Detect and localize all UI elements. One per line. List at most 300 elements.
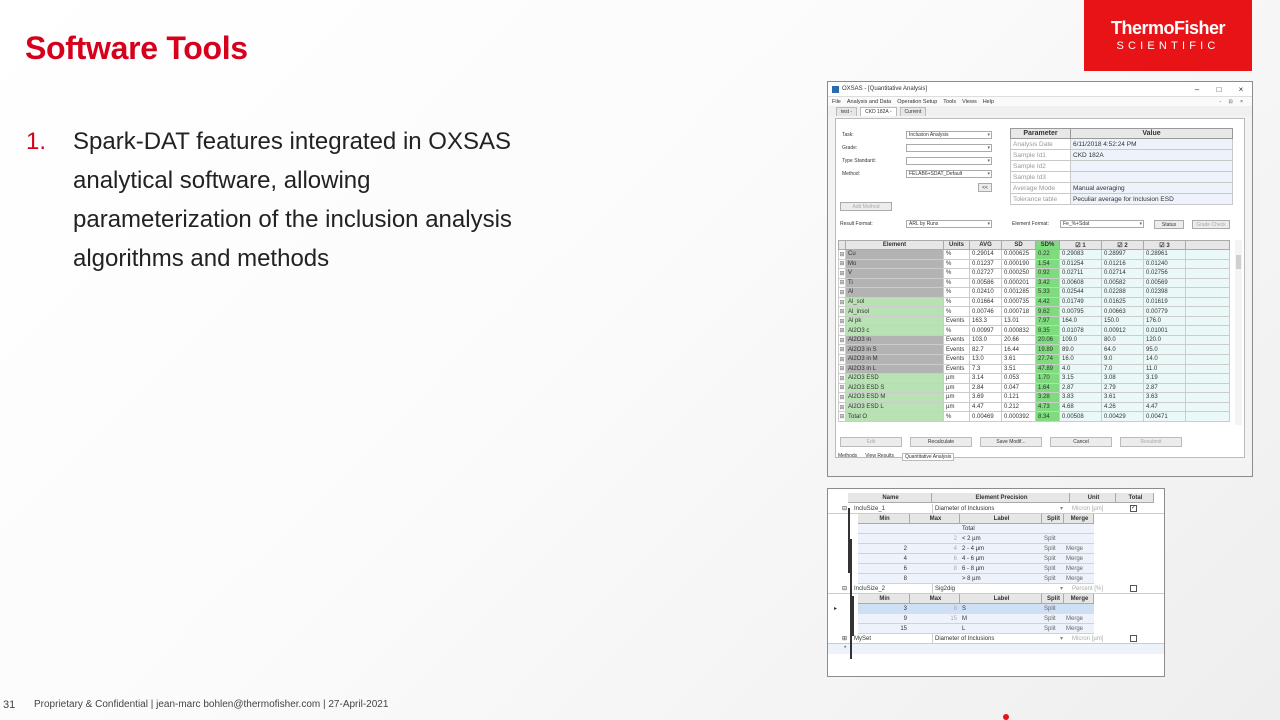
chevron-down-icon[interactable]: ▾ bbox=[1060, 636, 1064, 642]
expand-icon[interactable]: ⊞ bbox=[839, 383, 846, 393]
element-cell[interactable]: Ti bbox=[846, 278, 944, 288]
total-checkbox[interactable] bbox=[1128, 584, 1140, 594]
table-row[interactable] bbox=[839, 250, 1230, 260]
total-checkbox[interactable] bbox=[1128, 634, 1140, 644]
bin-row[interactable] bbox=[828, 564, 1165, 574]
bin-label[interactable]: 6 - 8 µm bbox=[960, 564, 1042, 574]
units-cell: % bbox=[944, 326, 970, 336]
run2-cell: 64.0 bbox=[1102, 345, 1144, 355]
split-button[interactable]: Split bbox=[1042, 614, 1064, 624]
table-row[interactable] bbox=[839, 259, 1230, 269]
sd-cell: 0.000201 bbox=[1002, 278, 1036, 288]
bin-min[interactable]: 9 bbox=[858, 614, 910, 624]
avg-cell: 0.29014 bbox=[970, 250, 1002, 260]
add-method-button[interactable]: Add Method bbox=[840, 202, 892, 211]
set-precision[interactable]: Diameter of Inclusions bbox=[932, 504, 1056, 514]
chevron-down-icon: ▾ bbox=[1139, 221, 1142, 227]
sd-cell: 0.000718 bbox=[1002, 307, 1036, 317]
edit-button[interactable]: Edit bbox=[840, 437, 902, 447]
units-cell: µm bbox=[944, 383, 970, 393]
precision-header-row bbox=[828, 493, 1165, 503]
bin-min[interactable]: 15 bbox=[858, 624, 910, 634]
grid-header-units[interactable]: Units bbox=[944, 241, 970, 250]
run2-label: 2 bbox=[1124, 242, 1128, 249]
units-cell: % bbox=[944, 412, 970, 422]
element-cell[interactable]: V bbox=[846, 269, 944, 279]
sd-percent-cell: 9.62 bbox=[1036, 307, 1060, 317]
param-value[interactable] bbox=[1071, 172, 1233, 183]
split-button[interactable]: Split bbox=[1042, 624, 1064, 634]
expand-icon[interactable]: ⊞ bbox=[839, 269, 846, 279]
sub-header-split: Split bbox=[1042, 514, 1064, 524]
bin-min[interactable]: 6 bbox=[858, 564, 910, 574]
chevron-down-icon: ▾ bbox=[987, 158, 990, 164]
type-standard-select[interactable] bbox=[906, 157, 992, 165]
grid-scrollbar[interactable] bbox=[1235, 240, 1242, 425]
expand-icon[interactable]: ⊞ bbox=[839, 335, 846, 345]
table-row[interactable] bbox=[839, 278, 1230, 288]
param-value[interactable]: CKD 182A bbox=[1071, 150, 1233, 161]
avg-cell: 0.01664 bbox=[970, 297, 1002, 307]
total-checkbox[interactable] bbox=[1128, 504, 1140, 514]
bin-label[interactable]: 2 - 4 µm bbox=[960, 544, 1042, 554]
tab-current[interactable]: Current bbox=[900, 107, 927, 116]
bin-label[interactable]: 4 - 6 µm bbox=[960, 554, 1042, 564]
element-cell[interactable]: Al pk bbox=[846, 316, 944, 326]
param-row[interactable] bbox=[1011, 150, 1233, 161]
menu-tools[interactable]: Tools bbox=[943, 98, 957, 105]
table-row[interactable] bbox=[839, 269, 1230, 279]
param-row[interactable] bbox=[1011, 161, 1233, 172]
expand-icon[interactable]: ⊞ bbox=[839, 316, 846, 326]
run1-cell: 3.15 bbox=[1060, 374, 1102, 384]
units-cell: % bbox=[944, 288, 970, 298]
grid-header-filler bbox=[1186, 241, 1230, 250]
bin-max[interactable]: 2 bbox=[910, 534, 960, 544]
element-cell[interactable]: Mo bbox=[846, 259, 944, 269]
bin-max[interactable]: 15 bbox=[910, 614, 960, 624]
run3-cell: 3.19 bbox=[1144, 374, 1186, 384]
avg-cell: 0.00586 bbox=[970, 278, 1002, 288]
table-row[interactable] bbox=[839, 326, 1230, 336]
bin-max[interactable]: 8 bbox=[910, 604, 960, 614]
filler-cell bbox=[1186, 374, 1230, 384]
param-value[interactable]: 6/11/2018 4:52:24 PM bbox=[1071, 139, 1233, 150]
element-format-label: Element Format: bbox=[1012, 221, 1049, 227]
set-name[interactable]: IncluSize_1 bbox=[854, 506, 886, 512]
precision-set-row[interactable] bbox=[828, 634, 1165, 644]
status-button[interactable]: Status bbox=[1154, 220, 1184, 229]
expand-icon[interactable]: ⊞ bbox=[839, 412, 846, 422]
expand-icon[interactable]: ⊞ bbox=[839, 402, 846, 412]
merge-button[interactable]: Merge bbox=[1064, 574, 1094, 584]
run3-cell: 14.0 bbox=[1144, 355, 1186, 365]
bin-min[interactable]: 8 bbox=[858, 574, 910, 584]
table-row[interactable] bbox=[839, 335, 1230, 345]
run3-cell: 0.00471 bbox=[1144, 412, 1186, 422]
table-row[interactable] bbox=[839, 383, 1230, 393]
new-row[interactable] bbox=[828, 644, 1165, 654]
element-cell[interactable]: Al2O3 c bbox=[846, 326, 944, 336]
units-cell: % bbox=[944, 278, 970, 288]
table-row[interactable] bbox=[839, 402, 1230, 412]
sd-cell: 0.001285 bbox=[1002, 288, 1036, 298]
run1-cell: 2.87 bbox=[1060, 383, 1102, 393]
expand-icon[interactable]: ⊞ bbox=[839, 374, 846, 384]
tab-ckd-182a[interactable]: CKD 182A - bbox=[860, 107, 896, 116]
bullet-text: Spark-DAT features integrated in OXSAS analytical software, allowing parameterization of the inclusion analysis algorithms and methods bbox=[73, 128, 512, 272]
set-name[interactable]: MySet bbox=[854, 636, 872, 642]
sd-cell: 3.61 bbox=[1002, 355, 1036, 365]
bin-row[interactable] bbox=[828, 614, 1165, 624]
table-row[interactable] bbox=[839, 316, 1230, 326]
precision-set-row[interactable] bbox=[828, 504, 1165, 514]
header-element-precision[interactable]: Element Precision bbox=[932, 493, 1070, 503]
grid-header-run3[interactable]: ☑ 3 bbox=[1144, 241, 1186, 250]
sub-header-label: Label bbox=[960, 514, 1042, 524]
collapse-icon[interactable]: ⊟ bbox=[842, 506, 848, 512]
sd-cell: 3.51 bbox=[1002, 364, 1036, 374]
grid-header-run2[interactable]: ☑ 2 bbox=[1102, 241, 1144, 250]
expand-icon[interactable]: ⊞ bbox=[839, 250, 846, 260]
footer-text: Proprietary & Confidential | jean-marc bohlen@thermofisher.com | 27-April-2021 bbox=[34, 699, 389, 710]
expand-icon[interactable]: ⊞ bbox=[839, 393, 846, 403]
bin-row[interactable] bbox=[828, 524, 1165, 534]
bin-row[interactable] bbox=[828, 554, 1165, 564]
expand-icon[interactable]: ⊞ bbox=[839, 278, 846, 288]
maximize-icon[interactable]: □ bbox=[1216, 84, 1222, 94]
bin-min[interactable]: 4 bbox=[858, 554, 910, 564]
element-cell[interactable]: Al bbox=[846, 288, 944, 298]
grid-header-avg[interactable]: AVG bbox=[970, 241, 1002, 250]
run2-cell: 0.01216 bbox=[1102, 259, 1144, 269]
units-cell: Events bbox=[944, 335, 970, 345]
element-format-value: Fe_%+Sdat bbox=[1063, 221, 1090, 227]
bin-max[interactable]: 6 bbox=[910, 554, 960, 564]
collapse-icon[interactable]: ⊞ bbox=[842, 636, 848, 642]
bin-min[interactable]: 3 bbox=[858, 604, 910, 614]
bin-max[interactable] bbox=[910, 574, 960, 584]
run1-cell: 0.02544 bbox=[1060, 288, 1102, 298]
bin-max[interactable]: 8 bbox=[910, 564, 960, 574]
set-unit[interactable]: Percent [%] bbox=[1072, 586, 1104, 592]
menu-analysis-data[interactable]: Analysis and Data bbox=[846, 98, 892, 105]
checkbox-icon bbox=[1130, 635, 1137, 642]
run1-cell: 0.01749 bbox=[1060, 297, 1102, 307]
avg-cell: 13.0 bbox=[970, 355, 1002, 365]
element-cell[interactable]: Al2O3 ESD L bbox=[846, 402, 944, 412]
mdi-window-controls[interactable]: - ⊡ × bbox=[1219, 98, 1246, 105]
element-cell[interactable]: Al2O3 in M bbox=[846, 355, 944, 365]
bin-row[interactable] bbox=[828, 574, 1165, 584]
grade-select[interactable] bbox=[906, 144, 992, 152]
expand-icon[interactable]: ⊞ bbox=[839, 297, 846, 307]
bin-label[interactable]: Total bbox=[960, 524, 1042, 534]
run2-cell: 7.0 bbox=[1102, 364, 1144, 374]
resubmit-button[interactable]: Resubmit bbox=[1120, 437, 1182, 447]
param-name: Tolerance table bbox=[1011, 194, 1071, 205]
grade-label: Grade: bbox=[842, 145, 858, 151]
sd-percent-cell: 8.35 bbox=[1036, 326, 1060, 336]
run1-cell: 0.00608 bbox=[1060, 278, 1102, 288]
grid-header-element[interactable]: Element bbox=[846, 241, 944, 250]
sd-percent-cell: 4.42 bbox=[1036, 297, 1060, 307]
precision-set-row[interactable] bbox=[828, 584, 1165, 594]
bin-min[interactable] bbox=[858, 534, 910, 544]
table-row[interactable] bbox=[839, 393, 1230, 403]
param-row[interactable] bbox=[1011, 172, 1233, 183]
split-button[interactable] bbox=[1042, 524, 1064, 534]
run1-cell: 109.0 bbox=[1060, 335, 1102, 345]
chevron-down-icon: ▾ bbox=[987, 145, 990, 151]
logo-line1: ThermoFisher bbox=[1110, 18, 1226, 38]
avg-cell: 0.01237 bbox=[970, 259, 1002, 269]
collapse-button[interactable]: << bbox=[978, 183, 992, 192]
param-row[interactable] bbox=[1011, 194, 1233, 205]
page-number: 31 bbox=[3, 699, 16, 711]
units-cell: % bbox=[944, 269, 970, 279]
bin-min[interactable] bbox=[858, 524, 910, 534]
param-row[interactable] bbox=[1011, 183, 1233, 194]
filler-cell bbox=[1186, 364, 1230, 374]
minimize-icon[interactable]: – bbox=[1194, 84, 1200, 94]
units-cell: Events bbox=[944, 355, 970, 365]
units-cell: Events bbox=[944, 345, 970, 355]
merge-button[interactable] bbox=[1064, 534, 1094, 544]
action-buttons bbox=[840, 437, 1182, 449]
param-value[interactable] bbox=[1071, 161, 1233, 172]
expand-icon[interactable]: ⊞ bbox=[839, 364, 846, 374]
window-title: OXSAS - [Quantitative Analysis] bbox=[842, 86, 928, 92]
set-name[interactable]: IncluSize_2 bbox=[854, 586, 886, 592]
split-button[interactable]: Split bbox=[1042, 554, 1064, 564]
run3-cell: 0.02756 bbox=[1144, 269, 1186, 279]
run1-cell: 16.0 bbox=[1060, 355, 1102, 365]
grade-check-button[interactable]: Grade Check bbox=[1192, 220, 1230, 229]
split-button[interactable]: Split bbox=[1042, 534, 1064, 544]
run2-cell: 3.08 bbox=[1102, 374, 1144, 384]
table-row[interactable] bbox=[839, 297, 1230, 307]
recalculate-button[interactable]: Recalculate bbox=[910, 437, 972, 447]
scroll-thumb[interactable] bbox=[1236, 255, 1241, 269]
element-cell[interactable]: Al2O3 in L bbox=[846, 364, 944, 374]
element-format-select[interactable] bbox=[1060, 220, 1144, 228]
element-cell[interactable]: Al2O3 in bbox=[846, 335, 944, 345]
bin-row[interactable] bbox=[828, 604, 1165, 614]
bin-row[interactable] bbox=[828, 544, 1165, 554]
thermofisher-logo bbox=[1084, 0, 1252, 71]
chevron-down-icon: ▾ bbox=[987, 171, 990, 177]
split-button[interactable]: Split bbox=[1042, 574, 1064, 584]
element-cell[interactable]: Al2O3 ESD S bbox=[846, 383, 944, 393]
sd-percent-cell: 0.22 bbox=[1036, 250, 1060, 260]
task-value: Inclusion Analysis bbox=[909, 132, 949, 138]
element-cell[interactable]: Al2O3 in S bbox=[846, 345, 944, 355]
results-grid bbox=[838, 240, 1230, 422]
bin-max[interactable] bbox=[910, 524, 960, 534]
tab-methods[interactable]: Methods bbox=[838, 453, 858, 459]
menu-views[interactable]: Views bbox=[962, 98, 977, 105]
menu-bar bbox=[828, 97, 1252, 106]
param-value[interactable]: Peculiar average for Inclusion ESD bbox=[1071, 194, 1233, 205]
sub-header-row bbox=[828, 594, 1165, 604]
param-row[interactable] bbox=[1011, 139, 1233, 150]
method-value: FELAB6+SDAT_Default bbox=[909, 171, 963, 177]
expand-icon[interactable]: ⊞ bbox=[839, 326, 846, 336]
bin-label[interactable]: M bbox=[960, 614, 1042, 624]
document-tabs bbox=[828, 106, 1252, 116]
bin-row[interactable] bbox=[828, 624, 1165, 634]
grid-header-sd[interactable]: SD bbox=[1002, 241, 1036, 250]
checkbox-icon: ✓ bbox=[1131, 504, 1137, 511]
filler-cell bbox=[1186, 250, 1230, 260]
method-select[interactable] bbox=[906, 170, 992, 178]
menu-file[interactable]: File bbox=[832, 98, 841, 105]
bin-max[interactable]: 4 bbox=[910, 544, 960, 554]
expand-icon[interactable]: ⊞ bbox=[839, 288, 846, 298]
element-cell[interactable]: Al2O3 ESD M bbox=[846, 393, 944, 403]
sd-percent-cell: 5.33 bbox=[1036, 288, 1060, 298]
sd-cell: 0.212 bbox=[1002, 402, 1036, 412]
grid-header-sd-percent[interactable]: SD% bbox=[1036, 241, 1060, 250]
element-cell[interactable]: Al_sol bbox=[846, 297, 944, 307]
table-row[interactable] bbox=[839, 345, 1230, 355]
header-name[interactable]: Name bbox=[848, 493, 932, 503]
merge-button[interactable]: Merge bbox=[1064, 544, 1094, 554]
set-unit[interactable]: Micron [µm] bbox=[1072, 636, 1104, 642]
filler-cell bbox=[1186, 307, 1230, 317]
filler-cell bbox=[1186, 316, 1230, 326]
bin-max[interactable] bbox=[910, 624, 960, 634]
expand-icon[interactable]: ⊞ bbox=[839, 307, 846, 317]
expand-icon[interactable]: ⊞ bbox=[839, 259, 846, 269]
avg-cell: 82.7 bbox=[970, 345, 1002, 355]
param-value[interactable]: Manual averaging bbox=[1071, 183, 1233, 194]
merge-button[interactable]: Merge bbox=[1064, 564, 1094, 574]
run3-cell: 3.63 bbox=[1144, 393, 1186, 403]
element-cell[interactable]: Total O bbox=[846, 412, 944, 422]
bin-min[interactable]: 2 bbox=[858, 544, 910, 554]
filler-cell bbox=[1186, 278, 1230, 288]
table-row[interactable] bbox=[839, 307, 1230, 317]
result-format-select[interactable] bbox=[906, 220, 992, 228]
tab-test[interactable]: test - bbox=[836, 107, 857, 116]
filler-cell bbox=[1186, 288, 1230, 298]
merge-button[interactable]: Merge bbox=[1064, 624, 1094, 634]
chevron-down-icon: ▾ bbox=[987, 132, 990, 138]
units-cell: % bbox=[944, 307, 970, 317]
run1-cell: 89.0 bbox=[1060, 345, 1102, 355]
filler-cell bbox=[1186, 402, 1230, 412]
split-button[interactable]: Split bbox=[1042, 544, 1064, 554]
run1-cell: 0.01078 bbox=[1060, 326, 1102, 336]
run2-cell: 80.0 bbox=[1102, 335, 1144, 345]
expand-icon[interactable]: ⊞ bbox=[839, 345, 846, 355]
filler-cell bbox=[1186, 326, 1230, 336]
run1-cell: 4.68 bbox=[1060, 402, 1102, 412]
split-button[interactable]: Split bbox=[1042, 564, 1064, 574]
header-total[interactable]: Total bbox=[1116, 493, 1154, 503]
run1-cell: 164.0 bbox=[1060, 316, 1102, 326]
merge-button[interactable] bbox=[1064, 524, 1094, 534]
avg-cell: 163.3 bbox=[970, 316, 1002, 326]
element-cell[interactable]: Al2O3 ESD bbox=[846, 374, 944, 384]
collapse-icon[interactable]: ⊟ bbox=[842, 586, 848, 592]
header-unit[interactable]: Unit bbox=[1070, 493, 1116, 503]
table-row[interactable] bbox=[839, 374, 1230, 384]
save-modif-button[interactable]: Save Modif... bbox=[980, 437, 1042, 447]
sd-cell: 0.053 bbox=[1002, 374, 1036, 384]
run3-cell: 2.87 bbox=[1144, 383, 1186, 393]
sd-percent-cell: 27.74 bbox=[1036, 355, 1060, 365]
merge-button[interactable] bbox=[1064, 604, 1094, 614]
grid-header-run1[interactable]: ☑ 1 bbox=[1060, 241, 1102, 250]
bin-row[interactable] bbox=[828, 534, 1165, 544]
element-cell[interactable]: Al_insol bbox=[846, 307, 944, 317]
set-precision[interactable]: Sig2dig bbox=[932, 584, 1056, 594]
table-row[interactable] bbox=[839, 412, 1230, 422]
set-precision[interactable]: Diameter of Inclusions bbox=[932, 634, 1056, 644]
sub-header-min: Min bbox=[858, 594, 910, 604]
menu-operation-setup[interactable]: Operation Setup bbox=[897, 98, 938, 105]
app-icon bbox=[832, 86, 839, 93]
bin-label[interactable]: < 2 µm bbox=[960, 534, 1042, 544]
run3-cell: 0.28961 bbox=[1144, 250, 1186, 260]
parameter-table bbox=[1010, 128, 1233, 205]
cancel-button[interactable]: Cancel bbox=[1050, 437, 1112, 447]
split-button[interactable]: Split bbox=[1042, 604, 1064, 614]
element-cell[interactable]: Cu bbox=[846, 250, 944, 260]
table-row[interactable] bbox=[839, 364, 1230, 374]
sub-header-split: Split bbox=[1042, 594, 1064, 604]
sub-header-row bbox=[828, 514, 1165, 524]
expand-icon[interactable]: ⊞ bbox=[839, 355, 846, 365]
menu-help[interactable]: Help bbox=[982, 98, 995, 105]
merge-button[interactable]: Merge bbox=[1064, 554, 1094, 564]
slide-title: Software Tools bbox=[25, 30, 248, 66]
chevron-down-icon[interactable]: ▾ bbox=[1060, 506, 1064, 512]
sd-percent-cell: 20.06 bbox=[1036, 335, 1060, 345]
task-select[interactable] bbox=[906, 131, 992, 139]
run3-label: 3 bbox=[1166, 242, 1170, 249]
tab-quantitative-analysis[interactable]: Quantitative Analysis bbox=[902, 453, 954, 461]
close-icon[interactable]: × bbox=[1238, 84, 1244, 94]
new-row-marker: * bbox=[844, 646, 847, 652]
param-name: Analysis Date bbox=[1011, 139, 1071, 150]
table-row[interactable] bbox=[839, 355, 1230, 365]
avg-cell: 0.00746 bbox=[970, 307, 1002, 317]
units-cell: % bbox=[944, 250, 970, 260]
logo-line2: SCIENTIFIC bbox=[1116, 40, 1220, 52]
precision-window bbox=[827, 488, 1165, 677]
method-label: Method: bbox=[842, 171, 861, 177]
set-unit[interactable]: Micron [µm] bbox=[1072, 506, 1104, 512]
tab-view-results[interactable]: View Results bbox=[865, 453, 894, 459]
units-cell: µm bbox=[944, 402, 970, 412]
merge-button[interactable]: Merge bbox=[1064, 614, 1094, 624]
table-row[interactable] bbox=[839, 288, 1230, 298]
chevron-down-icon[interactable]: ▾ bbox=[1060, 586, 1064, 592]
bin-label[interactable]: S bbox=[960, 604, 1042, 614]
bin-label[interactable]: L bbox=[960, 624, 1042, 634]
filler-cell bbox=[1186, 383, 1230, 393]
filler-cell bbox=[1186, 335, 1230, 345]
result-format-value: ARL by Runs bbox=[909, 221, 939, 227]
filler-cell bbox=[1186, 393, 1230, 403]
sd-percent-cell: 1.64 bbox=[1036, 383, 1060, 393]
bin-label[interactable]: > 8 µm bbox=[960, 574, 1042, 584]
avg-cell: 4.47 bbox=[970, 402, 1002, 412]
